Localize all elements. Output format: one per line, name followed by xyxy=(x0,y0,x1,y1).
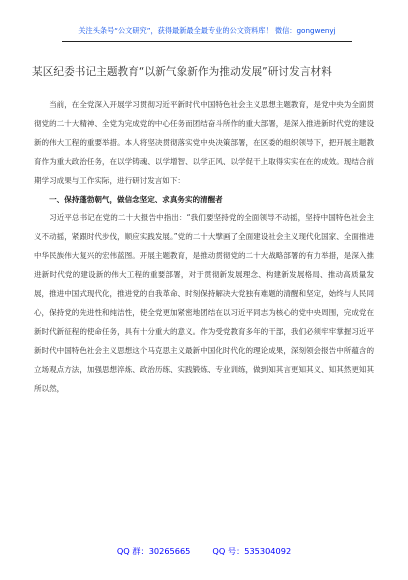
section-heading: 一、保持蓬勃朝气，做信念坚定、求真务实的清醒者 xyxy=(49,194,223,204)
qq-number: 535304092 xyxy=(244,546,292,556)
document-body xyxy=(34,96,374,399)
qq-group-number: 30265665 xyxy=(148,546,191,556)
document-title: 某区纪委书记主题教育“以新气象新作为推动发展”研讨发言材料 xyxy=(32,66,332,78)
page-header-promo: 关注头条号“公文研究”，获得最新最全最专业的公文资料库！ 微信：gongwenyj xyxy=(78,26,336,35)
qq-label: QQ 号： xyxy=(212,546,245,556)
intro-paragraph: 当前，在全党深入开展学习贯彻习近平新时代中国特色社会主义思想主题教育，是党中央为全面贯彻党的二十大精神、全党为完成党的中心任务而团结奋斗所作的重大部署，是深入推进新时代党的建设新的伟大工程的重要举措。本人将坚决贯彻落实党中央决策部署，在区委的组织领导下，把开展主题教育作为重大政治任务，在以学铸魂、以学增智、以学正风、以学促干上取得实实在在的成效。现结合前期学习成果与工作实际，进行研讨发言如下： xyxy=(34,100,374,185)
header-divider xyxy=(62,41,352,42)
body-paragraph: 习近平总书记在党的二十大报告中指出：“我们要坚持党的全面领导不动摇，坚持中国特色社会主义不动摇，紧跟时代步伐，顺应实践发展。”党的二十大擘画了全面建设社会主义现代化国家、全面推进中华民族伟大复兴的宏伟蓝图。开展主题教育，是推动贯彻党的二十大战略部署的有力举措，是深入推进新时代党的建设新的伟大工程的重要部署，对于贯彻新发展理念、构建新发展格局、推动高质量发展，推进中国式现代化，推进党的自我革命、时刻保持解决大党独有难题的清醒和坚定，始终与人民同心，保持党的先进性和纯洁性，使全党更加紧密地团结在以习近平同志为核心的党中央周围，完成党在新时代新征程的使命任务，具有十分重大的意义。作为受党教育多年的干部，我们必须牢牢掌握习近平新时代中国特色社会主义思想这个马克思主义最新中国化时代化的理论成果，深刻领会报告中所蕴含的立场观点方法，加强思想淬炼、政治历练、实践锻炼、专业训练，做到知其言更知其义、知其然更知其所以然， xyxy=(34,213,374,393)
qq-group-label: QQ 群： xyxy=(116,546,149,556)
page-footer-contact xyxy=(0,546,408,557)
